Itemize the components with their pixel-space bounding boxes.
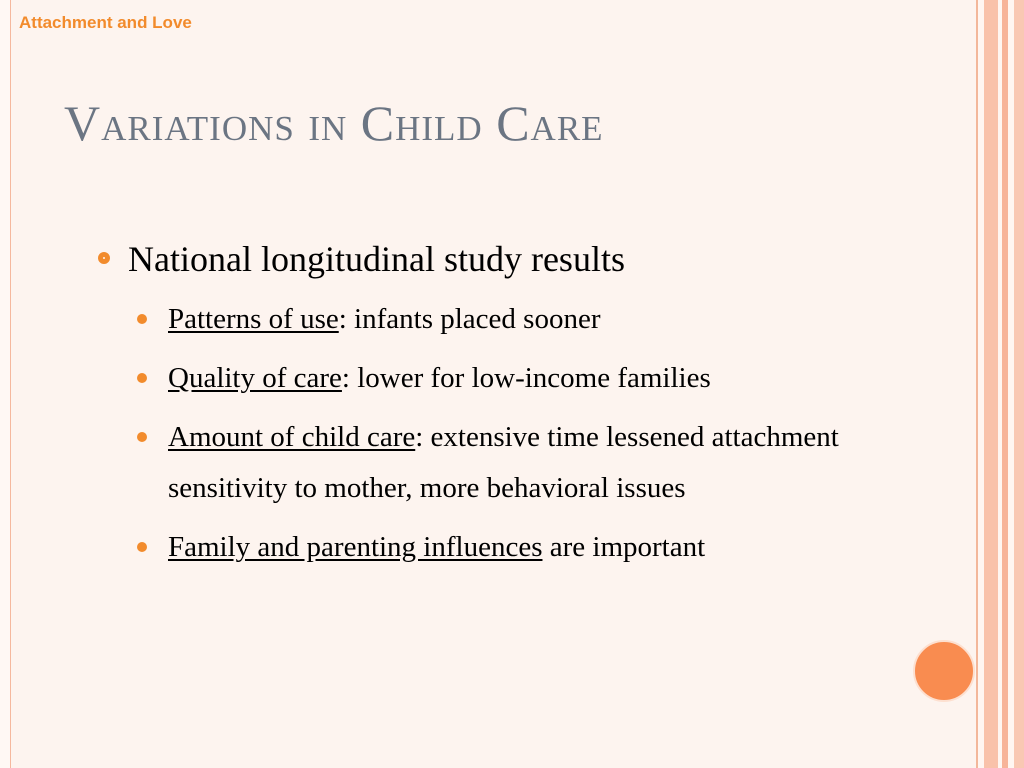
dot-bullet-icon <box>137 314 147 324</box>
sub-bullet-amount-of-child-care <box>136 412 916 514</box>
sub-bullet-patterns-of-use <box>136 294 916 345</box>
sub-bullet-term: Family and parenting influences <box>168 531 543 563</box>
header-label: Attachment and Love <box>19 13 192 32</box>
sub-bullet-list <box>136 294 916 573</box>
sub-bullet-text: : lower for low-income families <box>341 362 711 394</box>
dot-bullet-icon <box>137 432 147 442</box>
right-stripe-decoration <box>976 0 1024 768</box>
sub-bullet-family-and-parenting <box>136 522 916 573</box>
dot-bullet-icon <box>137 373 147 383</box>
slide-content <box>96 234 926 581</box>
main-bullet <box>96 234 926 284</box>
sub-bullet-term: Patterns of use <box>168 303 339 335</box>
sub-bullet-text: are important <box>542 531 706 563</box>
sub-bullet-quality-of-care <box>136 353 916 404</box>
dot-bullet-icon <box>137 542 147 552</box>
left-border <box>0 0 11 768</box>
sub-bullet-text: : infants placed sooner <box>338 303 601 335</box>
main-bullet-text: National longitudinal study results <box>128 239 625 279</box>
decorative-circle-icon <box>913 640 975 702</box>
slide-title: Variations in Child Care <box>64 95 604 151</box>
ring-bullet-icon <box>98 252 110 264</box>
sub-bullet-term: Quality of care <box>168 362 342 394</box>
sub-bullet-text: : extensive time lessened attachment sensitivity to mother, more behavioral issues <box>168 421 839 504</box>
sub-bullet-term: Amount of child care <box>168 421 416 453</box>
